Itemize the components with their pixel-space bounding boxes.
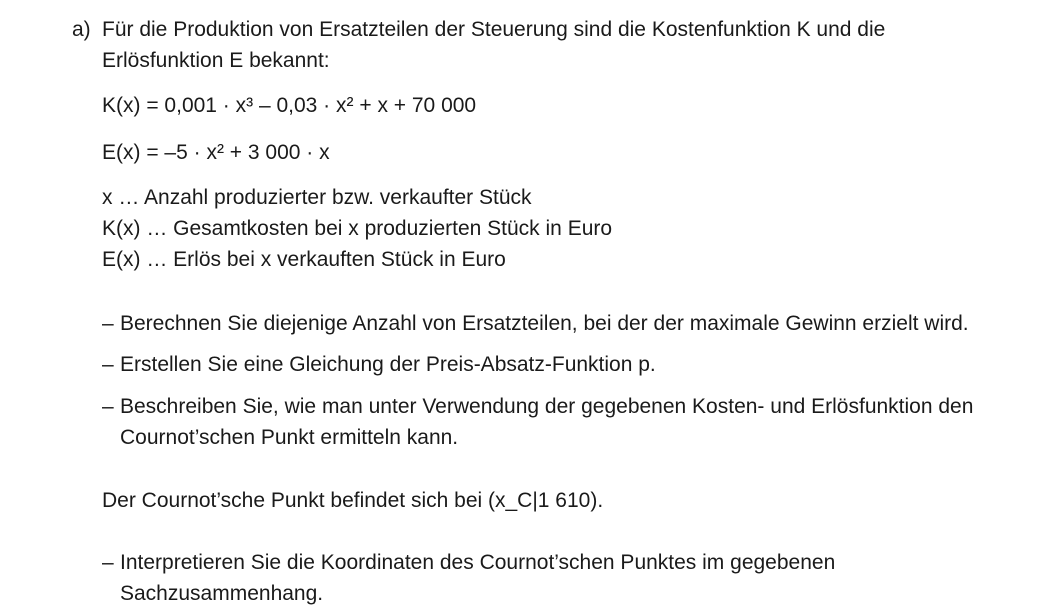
task-label: a): [72, 18, 91, 41]
definition-e: E(x) … Erlös bei x verkauften Stück in Euro: [102, 248, 506, 271]
bullet-4-text: Interpretieren Sie die Koordinaten des Cournot’schen Punktes im gegebenen Sachzusammenhang.: [120, 551, 836, 605]
intro-line-2: [102, 45, 330, 76]
cournot-statement: Der Cournot’sche Punkt befindet sich bei (x_C|1 610).: [102, 489, 604, 512]
bullet-4: –: [102, 551, 114, 574]
intro-text: Für die Produktion von Ersatzteilen der Steuerung sind die Kostenfunktion K und die: [102, 18, 886, 41]
bullet-1-text: Berechnen Sie diejenige Anzahl von Ersatzteilen, bei der der maximale Gewinn erzielt wird.: [120, 312, 969, 335]
bullet-2: –: [102, 353, 114, 376]
intro-text-2: Erlösfunktion E bekannt:: [102, 49, 330, 72]
bullet-3-text: Beschreiben Sie, wie man unter Verwendung der gegebenen Kosten- und Erlösfunktion den Cournot’schen Punkt ermitteln kann.: [120, 395, 974, 449]
formula-revenue: E(x) = –5 · x² + 3 000 · x: [102, 141, 330, 164]
bullet-2-text: Erstellen Sie eine Gleichung der Preis-Absatz-Funktion p.: [120, 353, 656, 376]
definition-k: K(x) … Gesamtkosten bei x produzierten Stück in Euro: [102, 217, 613, 240]
bullet-1: –: [102, 312, 114, 335]
definition-x: x … Anzahl produzierter bzw. verkaufter Stück: [102, 186, 532, 209]
bullet-3: –: [102, 395, 114, 418]
formula-cost: K(x) = 0,001 · x³ – 0,03 · x² + x + 70 000: [102, 94, 477, 117]
intro-line-1: [102, 14, 885, 45]
